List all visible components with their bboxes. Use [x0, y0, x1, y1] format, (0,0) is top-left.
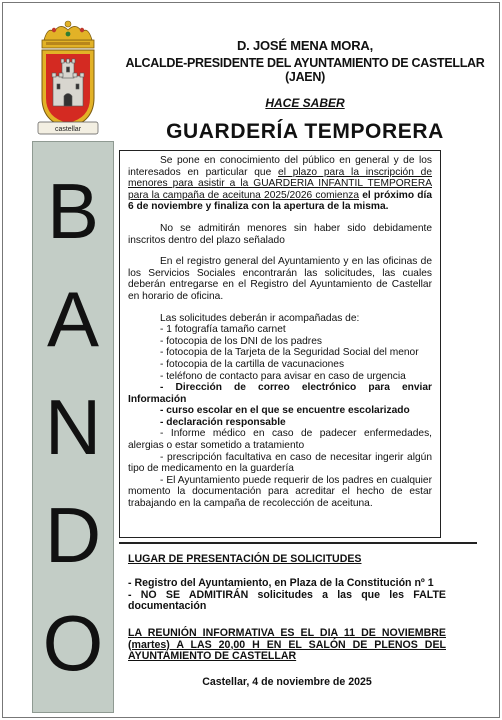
requirements-intro: Las solicitudes deberán ir acompañadas de:: [160, 312, 360, 324]
reunion-notice: LA REUNIÓN INFORMATIVA ES EL DIA 11 DE NOVIEMBRE (martes) A LAS 20,00 H EN EL SALÓN DE PLENOS DEL AYUNTAMIENTO DE CASTELLAR: [128, 627, 446, 662]
plazo-bold: el próximo día 6 de noviembre y finaliza con la apertura de la misma.: [128, 189, 432, 213]
mayor-title: ALCALDE-PRESIDENTE DEL AYUNTAMIENTO DE CASTELLAR (JAEN): [125, 56, 485, 84]
list-item: - fotocopia de los DNI de los padres: [160, 335, 322, 347]
page-title: GUARDERÍA TEMPORERA: [166, 120, 444, 143]
ribbon-text: castellar: [54, 126, 82, 133]
list-item: - 1 fotografía tamaño carnet: [160, 324, 286, 336]
list-item: - Dirección de correo electrónico para enviar Información: [128, 382, 432, 405]
list-item: - prescripción facultativa en caso de necesitar ingerir algún tipo de medicamento en la guardería: [128, 451, 432, 475]
notice-box: [119, 150, 441, 538]
paragraph-plazo: [128, 155, 432, 213]
list-item: - fotocopia de la cartilla de vacunaciones: [160, 358, 345, 370]
list-item: - curso escolar en el que se encuentre escolarizado: [160, 405, 410, 417]
list-item: - Informe médico en caso de padecer enfermedades, alergias o estar sometido a tratamiento: [128, 428, 432, 452]
list-item: - declaración responsable: [160, 416, 286, 428]
list-item: - teléfono de contacto para avisar en caso de urgencia: [160, 370, 406, 382]
registro-info: [128, 578, 446, 613]
bando-letter: D: [44, 491, 102, 579]
list-item: - El Ayuntamiento puede requerir de los padres en cualquier momento la documentación para acreditar el hecho de estar trabajando en la campaña de recolección de aceituna.: [128, 474, 432, 510]
plazo-text: Se pone en conocimiento del público en general y de los interesados en particular que: [128, 155, 432, 178]
bando-letter: A: [46, 275, 100, 363]
paragraph-no-admitiran: No se admitirán menores sin haber sido debidamente inscritos dentro del plazo señalado: [128, 222, 432, 246]
list-item: - fotocopia de la Tarjeta de la Seguridad Social del menor: [160, 347, 419, 359]
registro-line: - Registro del Ayuntamiento, en Plaza de la Constitución nº 1: [128, 577, 434, 589]
bando-band: [32, 141, 114, 713]
mayor-header: [120, 38, 490, 84]
plazo-underlined: el plazo para la inscripción de menores para asistir a la GUARDERIA INFANTIL TEMPORERA para la campaña de aceituna 2025/2026 comienza: [128, 166, 433, 201]
paragraph-registro: En el registro general del Ayuntamiento y en las oficinas de los Servicios Sociales encontrarán las solicitudes, las cuales deberán entregarse en el Registro del Ayuntamiento de Castellar en horario de oficina.: [128, 256, 432, 302]
divider: [119, 542, 477, 544]
mayor-name: D. JOSÉ MENA MORA,: [236, 38, 374, 53]
date-signature: Castellar, 4 de noviembre de 2025: [202, 676, 372, 688]
bando-letter: B: [46, 167, 100, 255]
coat-of-arms-logo: [36, 18, 100, 136]
crown-icon: [42, 21, 94, 48]
registro-warning: - NO SE ADMITIRÁN solicitudes a las que les FALTE documentación: [128, 588, 446, 612]
hace-saber-heading: HACE SABER: [265, 96, 345, 110]
lugar-heading: LUGAR DE PRESENTACIÓN DE SOLICITUDES: [128, 553, 362, 565]
bando-letter: O: [42, 599, 104, 687]
bando-letter: N: [44, 383, 102, 471]
